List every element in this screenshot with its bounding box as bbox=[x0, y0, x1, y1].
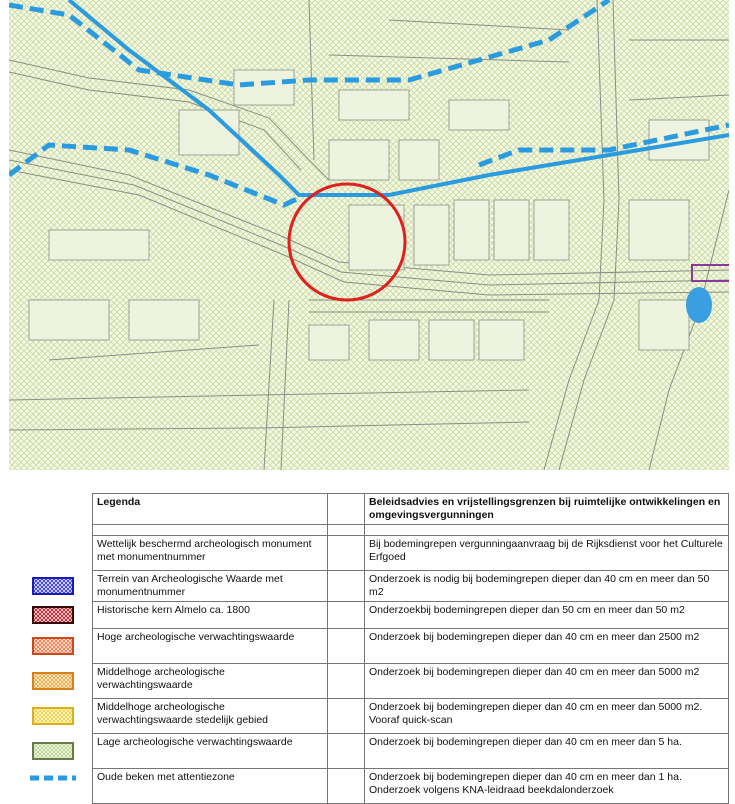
legend-row bbox=[93, 629, 729, 664]
legend-spacer-cell bbox=[93, 525, 328, 536]
legend-spacer-row bbox=[93, 525, 729, 536]
legend-swatch-icon bbox=[32, 707, 74, 725]
legend-swatch-icon bbox=[32, 577, 74, 595]
stream-legend-icon bbox=[30, 773, 76, 783]
legend-row-spacer bbox=[328, 629, 365, 664]
legend-row-advice: Onderzoek bij bodemingrepen dieper dan 40 cm en meer dan 1 ha. Onderzoek volgens KNA-leidraad beekdalonderzoek bbox=[365, 769, 729, 804]
legend-rows bbox=[93, 536, 729, 804]
legend-row-spacer bbox=[328, 699, 365, 734]
legend-row-label: Hoge archeologische verwachtingswaarde bbox=[93, 629, 328, 664]
legend-row-label: Wettelijk beschermd archeologisch monument met monumentnummer bbox=[93, 536, 328, 571]
legend-header-advice: Beleidsadvies en vrijstellingsgrenzen bij ruimtelijke ontwikkelingen en omgevingsvergunningen bbox=[365, 494, 729, 525]
legend-row bbox=[93, 734, 729, 769]
legend-swatch-icon bbox=[32, 672, 74, 690]
legend-row-spacer bbox=[328, 602, 365, 629]
legend-row-spacer bbox=[328, 734, 365, 769]
legend-header-label: Legenda bbox=[93, 494, 328, 525]
legend-row-spacer bbox=[328, 664, 365, 699]
legend-row-label: Oude beken met attentiezone bbox=[93, 769, 328, 804]
legend-swatch-icon bbox=[32, 606, 74, 624]
legend-row-advice: Onderzoek bij bodemingrepen dieper dan 40 cm en meer dan 5000 m2 bbox=[365, 664, 729, 699]
legend-row-advice: Onderzoek bij bodemingrepen dieper dan 40 cm en meer dan 5000 m2. Vooraf quick-scan bbox=[365, 699, 729, 734]
legend-row-label: Terrein van Archeologische Waarde met monumentnummer bbox=[93, 571, 328, 602]
legend-spacer-cell bbox=[365, 525, 729, 536]
legend-header-spacer bbox=[328, 494, 365, 525]
archaeology-map bbox=[9, 0, 729, 470]
legend-row-advice: Onderzoekbij bodemingrepen dieper dan 50 cm en meer dan 50 m2 bbox=[365, 602, 729, 629]
legend-row-advice: Onderzoek bij bodemingrepen dieper dan 40 cm en meer dan 2500 m2 bbox=[365, 629, 729, 664]
legend-row-advice: Onderzoek bij bodemingrepen dieper dan 40 cm en meer dan 5 ha. bbox=[365, 734, 729, 769]
legend-row bbox=[93, 571, 729, 602]
legend-row-label: Lage archeologische verwachtingswaarde bbox=[93, 734, 328, 769]
legend-header-row bbox=[93, 494, 729, 525]
legend-spacer-cell bbox=[328, 525, 365, 536]
legend-row bbox=[93, 769, 729, 804]
legend-row bbox=[93, 602, 729, 629]
legend-row bbox=[93, 664, 729, 699]
legend-row bbox=[93, 699, 729, 734]
legend-table bbox=[92, 493, 729, 804]
legend-row-advice: Onderzoek is nodig bij bodemingrepen dieper dan 40 cm en meer dan 50 m2 bbox=[365, 571, 729, 602]
legend-row-spacer bbox=[328, 571, 365, 602]
legend-row-spacer bbox=[328, 769, 365, 804]
legend-swatch-icon bbox=[32, 742, 74, 760]
legend-row-spacer bbox=[328, 536, 365, 571]
legend-row-label: Middelhoge archeologische verwachtingswaarde bbox=[93, 664, 328, 699]
legend-row-label: Middelhoge archeologische verwachtingswaarde stedelijk gebied bbox=[93, 699, 328, 734]
legend-swatch-icon bbox=[32, 637, 74, 655]
legend-row-advice: Bij bodemingrepen vergunningaanvraag bij de Rijksdienst voor het Culturele Erfgoed bbox=[365, 536, 729, 571]
legend-row-label: Historische kern Almelo ca. 1800 bbox=[93, 602, 328, 629]
pond-shape bbox=[686, 287, 712, 323]
legend-row bbox=[93, 536, 729, 571]
